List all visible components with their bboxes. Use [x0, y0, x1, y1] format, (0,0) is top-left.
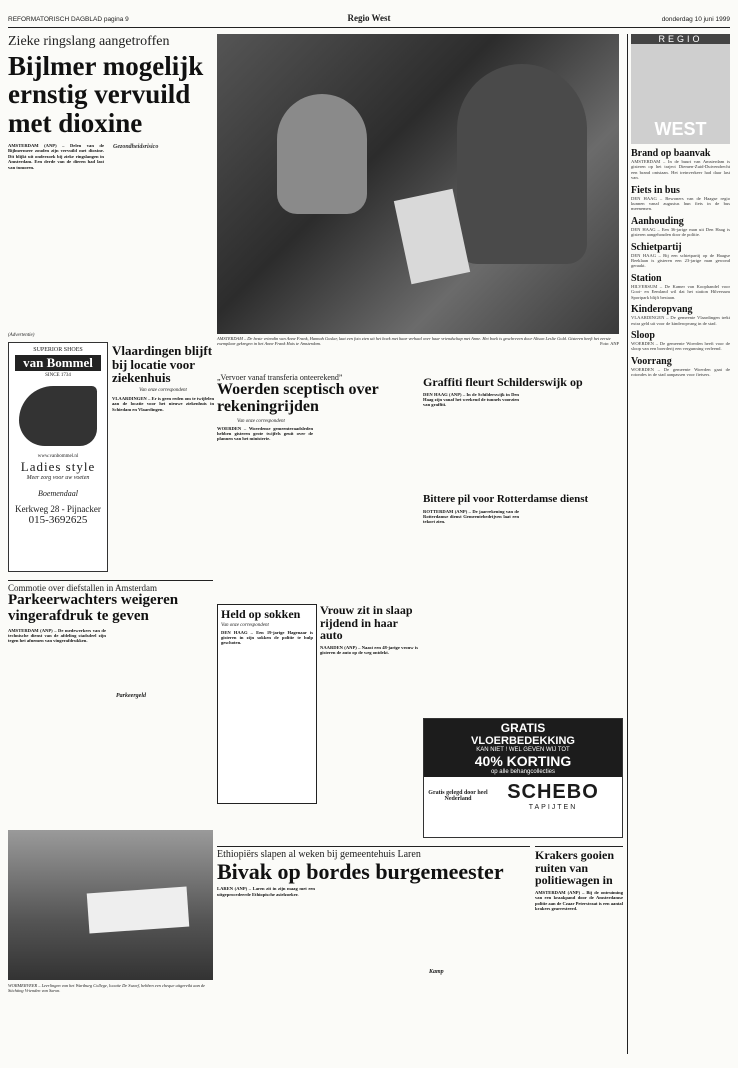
ethiopie-headline: Bivak op bordes burgemeester: [217, 859, 504, 884]
shoe-image: [19, 386, 97, 446]
article-bitter: [423, 494, 623, 604]
schebo-line5: op alle behangcollecties: [490, 769, 556, 775]
lead-headline: Bijlmer mogelijk ernstig vervuild met dioxine: [8, 51, 204, 138]
sidebar-brief: [631, 356, 730, 378]
sidebar-brief-text: AMSTERDAM – In de buurt van Amsterdam is gisteren op het traject Diemen-Zuid-Duivendrecht een brand ontstaan. Het treinverkeer had daar last van.: [631, 159, 730, 181]
ad-brand: van Bommel: [15, 355, 101, 371]
sidebar-brief-text: WOERDEN – De gemeente Woerden heeft voor de sloop van een boerderij een vergunning verleend.: [631, 340, 730, 352]
sidebar-brief: [631, 216, 730, 238]
school-photo: [8, 830, 213, 980]
woerden-body: WOERDEN – Woerdense gemeenteraadsleden hebben gisteren grote twijfels geuit over de plannen van het ministerie.: [217, 425, 313, 442]
sidebar-brief-title: Schietpartij: [631, 241, 682, 253]
sidebar-logo-bottom: WEST: [654, 119, 707, 139]
lead-body: [113, 143, 213, 321]
parkeer-body: AMSTERDAM (ANP) – De medewerkers van de technische dienst van de afdeling stadsdeel zijn tegen het afnemen van vingerafdrukken.: [8, 627, 106, 644]
ad-label: (Advertentie): [8, 333, 35, 338]
main-photo: [217, 34, 619, 334]
ethiopie-subhead: Kamp: [429, 969, 444, 975]
ad-tag: SUPERIOR SHOES: [33, 347, 83, 353]
school-photo-caption: WORMERVEER – Leerlingen van het Wartburg College, locatie De Swaef, hebben een cheque uitgereikt aan de Stichting Vrienden van Saron.: [8, 983, 206, 994]
sidebar-brief: [631, 242, 730, 269]
sidebar-brief: [631, 148, 730, 181]
article-parkeerwachters: [8, 580, 213, 825]
sidebar-brief-text: DEN HAAG – Een 36-jarige man uit Den Haag is gisteren aangehouden door de politie.: [631, 226, 730, 238]
sidebar-brief-title: Aanhouding: [631, 215, 684, 227]
article-ziekenhuis: [112, 344, 214, 579]
graffiti-body: DEN HAAG (ANP) – In de Schilderswijk in Den Haag zijn vanaf het weekend de tunnels voorzien van graffiti.: [423, 391, 519, 408]
ad-slogan: Meer zorg voor uw voeten: [26, 475, 90, 481]
sidebar-brief: [631, 273, 730, 300]
article-woerden: [217, 373, 418, 583]
masthead-section: Regio West: [347, 13, 391, 23]
schebo-brand: SCHEBO: [507, 781, 599, 803]
schebo-brand-sub: TAPIJTEN: [528, 804, 578, 811]
sidebar-brief-text: DEN HAAG – Bewoners van de Haagse regio kunnen vanaf augustus hun fiets in de bus meenemen.: [631, 195, 730, 212]
krakers-body: AMSTERDAM (ANP) – Bij de ontruiming van een kraakpand door de Amsterdamse politie aan de Czaar Peterstraat is een aantal krakers gearresteerd.: [535, 889, 623, 911]
masthead-date: donderdag 10 juni 1999: [661, 16, 730, 23]
sidebar-brief: [631, 185, 730, 212]
sidebar-brief: [631, 330, 730, 352]
schebo-delivery: Gratis gelegd door heel Nederland: [428, 790, 488, 802]
ad-phone: 015-3692625: [28, 514, 88, 526]
sidebar-items: [631, 148, 730, 378]
woerden-kicker: „Vervoer vanaf transferia onteerekend”: [217, 373, 343, 382]
schebo-gratis: GRATIS: [500, 721, 546, 735]
photo-credit: Foto: ANP: [600, 341, 619, 347]
lead-article: [8, 34, 213, 334]
ad-schebo[interactable]: [423, 718, 623, 838]
article-graffiti: [423, 376, 623, 496]
ad-address: Kerkweg 28 - Pijnacker: [15, 504, 101, 514]
ethiopie-kicker: Ethiopiërs slapen al weken bij gemeentehuis Laren: [217, 849, 421, 860]
krakers-headline: Krakers gooien ruiten van politiewagen in: [535, 848, 614, 888]
bitter-body: ROTTERDAM (ANP) – De jaarrekening van de Rotterdamse dienst Gemeentebedrijven laat een tekort zien.: [423, 508, 519, 525]
woerden-headline: Woerden sceptisch over rekeningrijden: [217, 381, 379, 415]
parkeer-headline: Parkeerwachters weigeren vingerafdruk te geven: [8, 592, 179, 624]
sokken-byline: Van onze correspondent: [221, 622, 269, 628]
graffiti-headline: Graffiti fleurt Schilderswijk op: [423, 375, 583, 389]
ad-style: Ladies style: [20, 459, 96, 474]
sidebar-brief-text: WOERDEN – De gemeente Woerden gaat de rotondes in de stad aanpassen voor fietsers.: [631, 366, 730, 378]
masthead-left: REFORMATORISCH DAGBLAD pagina 9: [8, 16, 129, 23]
schebo-line3: KAN NIET ! WEL GEVEN WIJ TOT: [476, 747, 570, 753]
sidebar-brief-title: Sloop: [631, 329, 655, 341]
woerden-byline: Van onze correspondent: [237, 418, 285, 424]
ziekenhuis-byline: Van onze correspondent: [139, 387, 187, 393]
article-slapend: [320, 604, 418, 804]
sidebar-brief-title: Kinderopvang: [631, 304, 693, 316]
article-ethiopie: [217, 846, 530, 1056]
sidebar-brief-text: HILVERSUM – De Kamer van Koophandel voor Gooi- en Eemland wil dat het station Hilversum Sportpark blijft bestaan.: [631, 283, 730, 300]
lead-subhead: Gezondheidsrisico: [113, 144, 159, 151]
article-krakers: [535, 846, 623, 1056]
schebo-korting: 40% KORTING: [474, 753, 572, 769]
ad-url: www.vanbommel.nl: [37, 454, 79, 459]
photo-cheque: [87, 887, 190, 934]
ad-shop: Boemendaal: [38, 489, 78, 498]
sidebar-brief-title: Brand op baanvak: [631, 148, 711, 159]
lead-kicker: Zieke ringslang aangetroffen: [8, 34, 170, 49]
sokken-body: DEN HAAG – Een 19-jarige Hagenaar is gisteren in zijn sokken de politie te hulp geschoten.: [221, 629, 313, 646]
photo-figure-left: [277, 94, 367, 214]
ad-van-bommel[interactable]: [8, 342, 108, 572]
main-photo-caption: AMSTERDAM – De beste vriendin van Anne Frank, Hannah Goslar, laat een foto zien uit het boek met haar verhaal over haar vriendschap met Anne. Het boek is geschreven door Alison Leslie Gold. Gisteren heeft het eerste exemplaar gekregen in het Anne Frank Huis te Amsterdam. Foto: ANP: [217, 336, 619, 347]
article-sokken: [217, 604, 317, 804]
masthead: [8, 12, 730, 28]
sokken-headline: Held op sokken: [221, 607, 301, 621]
photo-figure-right: [457, 64, 587, 264]
sidebar-brief: [631, 304, 730, 326]
sidebar-logo: [631, 34, 730, 144]
sidebar-logo-top: REGIO: [631, 34, 730, 44]
parkeer-kicker: Commotie over diefstallen in Amsterdam: [8, 583, 157, 593]
ziekenhuis-body: VLAARDINGEN – Er is geen reden om te twijfelen aan de locatie voor het nieuwe ziekenhuis in Schiedam en Vlaardingen.: [112, 395, 214, 412]
sidebar: [627, 34, 730, 1054]
sidebar-brief-text: DEN HAAG – Bij een schietpartij op de Haagse Beeklaan is gisteren een 23-jarige man gewond geraakt.: [631, 252, 730, 269]
slapend-body: NAARDEN (ANP) – Naast een 48-jarige vrouw is gisteren de auto op de weg ontdekt.: [320, 644, 418, 656]
ziekenhuis-headline: Vlaardingen blijft bij locatie voor ziekenhuis: [112, 343, 213, 386]
ethiopie-body: LAREN (ANP) – Laren zit in zijn maag met een uitgeprocedeerde Ethiopische asielzoeker.: [217, 886, 315, 897]
sidebar-brief-text: VLAARDINGEN – De gemeente Vlaardingen trekt extra geld uit voor de kinderopvang in de stad.: [631, 315, 730, 326]
ad-since: SINCE 1734: [45, 373, 71, 378]
sidebar-brief-title: Station: [631, 272, 662, 284]
slapend-headline: Vrouw zit in slaap rijdend in haar auto: [320, 603, 413, 643]
schebo-vloer: VLOERBEDEKKING: [471, 735, 575, 747]
bitter-headline: Bittere pil voor Rotterdamse dienst: [423, 493, 589, 505]
lead-intro: AMSTERDAM (ANP) – Delen van de Bijlmermeer zouden zijn vervuild met dioxine. Dit blijkt uit onderzoek bij zieke ringslangen in Amsterdam. Een derde van de dieren had last van tumoren.: [8, 143, 104, 170]
sidebar-brief-title: Voorrang: [631, 355, 672, 367]
parkeer-subhead: Parkeergeld: [116, 693, 146, 699]
sidebar-brief-title: Fiets in bus: [631, 184, 680, 196]
